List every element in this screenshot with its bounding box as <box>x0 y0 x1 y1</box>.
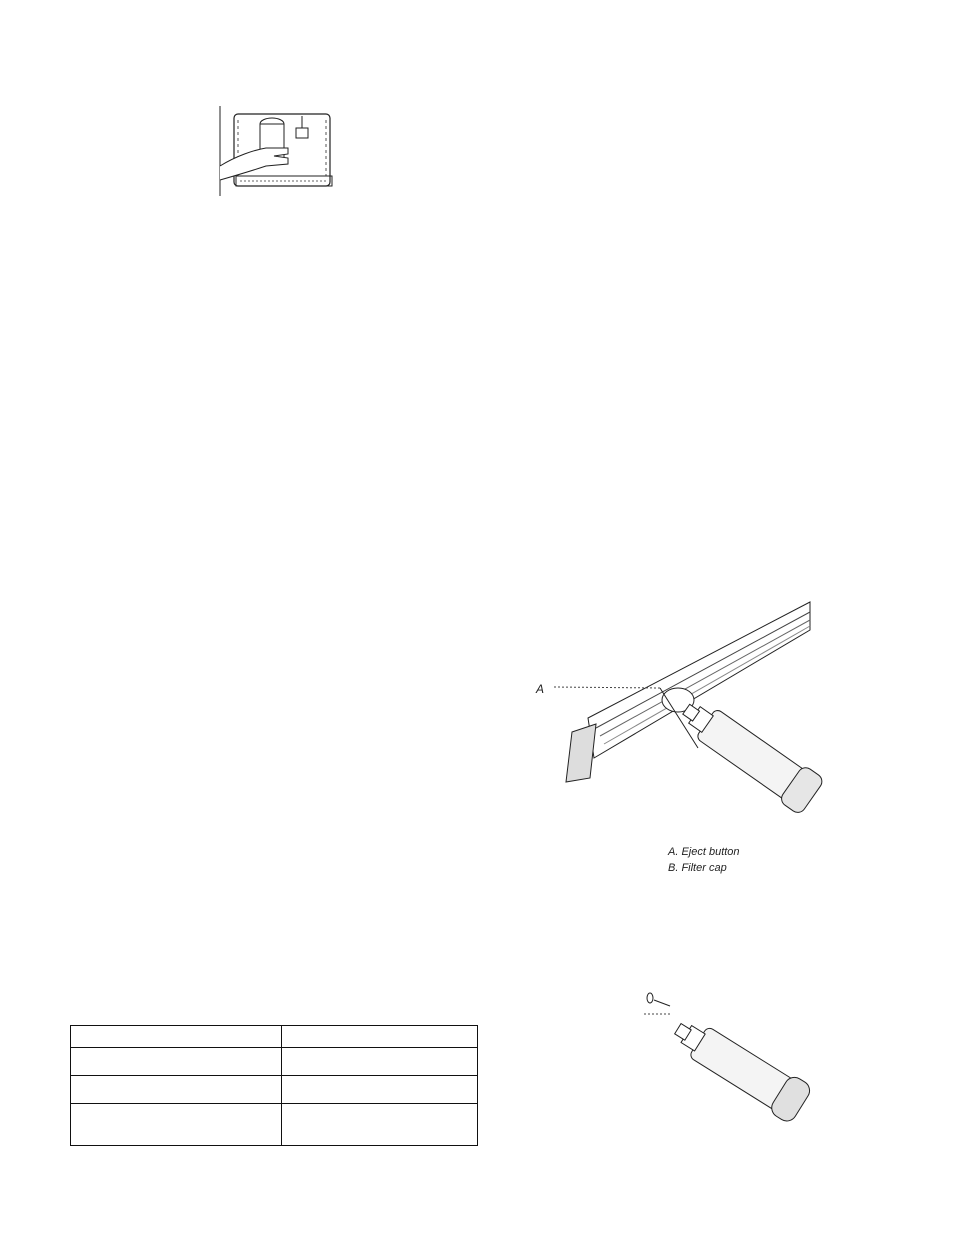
table-row <box>71 1048 478 1076</box>
table-cell <box>282 1104 478 1146</box>
table-cell <box>282 1026 478 1048</box>
table-cell <box>71 1048 282 1076</box>
table-cell <box>282 1076 478 1104</box>
blank-table <box>70 1025 478 1146</box>
table-cell <box>282 1048 478 1076</box>
callout-a-label: A <box>536 682 545 696</box>
legend-filter-cap: B. Filter cap <box>668 862 727 874</box>
table-row <box>71 1104 478 1146</box>
filter-housing-illustration-icon <box>548 600 838 836</box>
filter-cartridge-illustration-icon <box>640 986 820 1146</box>
legend-eject-button: A. Eject button <box>668 846 740 858</box>
filter-figure-legend <box>668 844 740 876</box>
table-cell <box>71 1076 282 1104</box>
table-cell <box>71 1026 282 1048</box>
table-cell <box>71 1104 282 1146</box>
table-row <box>71 1026 478 1048</box>
dispenser-illustration-icon <box>214 106 334 198</box>
table-row <box>71 1076 478 1104</box>
